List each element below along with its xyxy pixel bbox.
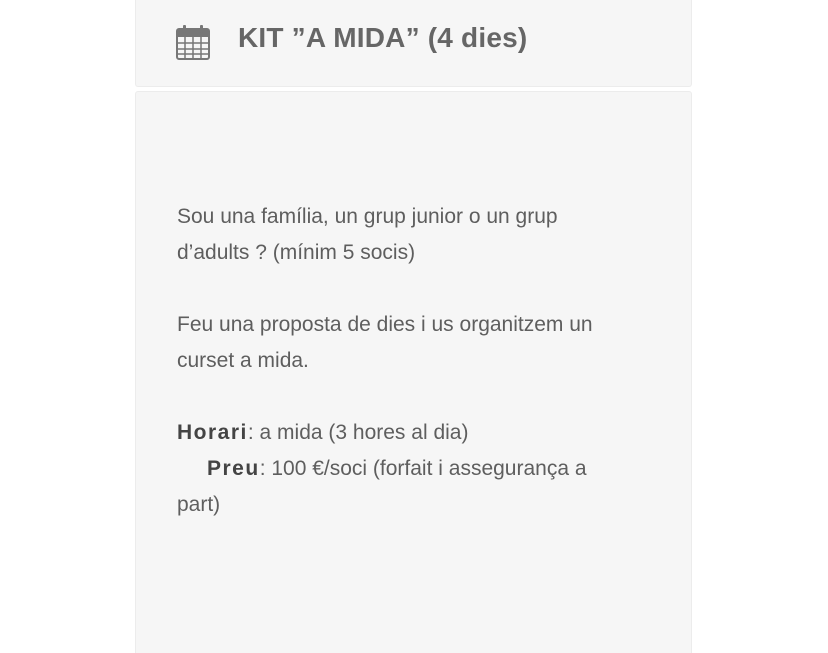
details-paragraph bbox=[177, 415, 642, 523]
card-title: KIT ”A MIDA” (4 dies) bbox=[238, 22, 528, 53]
price-label: Preu bbox=[207, 457, 260, 480]
proposal-paragraph bbox=[177, 307, 642, 379]
schedule-label: Horari bbox=[177, 421, 248, 444]
schedule-value: : a mida (3 hores al dia) bbox=[247, 421, 469, 444]
card-body bbox=[135, 91, 692, 653]
card-content bbox=[177, 199, 642, 523]
calendar-icon bbox=[176, 24, 210, 60]
intro-line-1: Sou una família, un grup junior o un grup bbox=[177, 205, 558, 228]
proposal-line-1: Feu una proposta de dies i us organitzem un bbox=[177, 313, 593, 336]
intro-line-2: d’adults ? (mínim 5 socis) bbox=[177, 241, 416, 264]
proposal-line-2: curset a mida. bbox=[177, 349, 309, 372]
intro-paragraph bbox=[177, 199, 642, 271]
price-value-continued: part) bbox=[177, 493, 221, 516]
card-header bbox=[135, 0, 692, 87]
price-value: : 100 €/soci (forfait i assegurança a bbox=[259, 457, 587, 480]
